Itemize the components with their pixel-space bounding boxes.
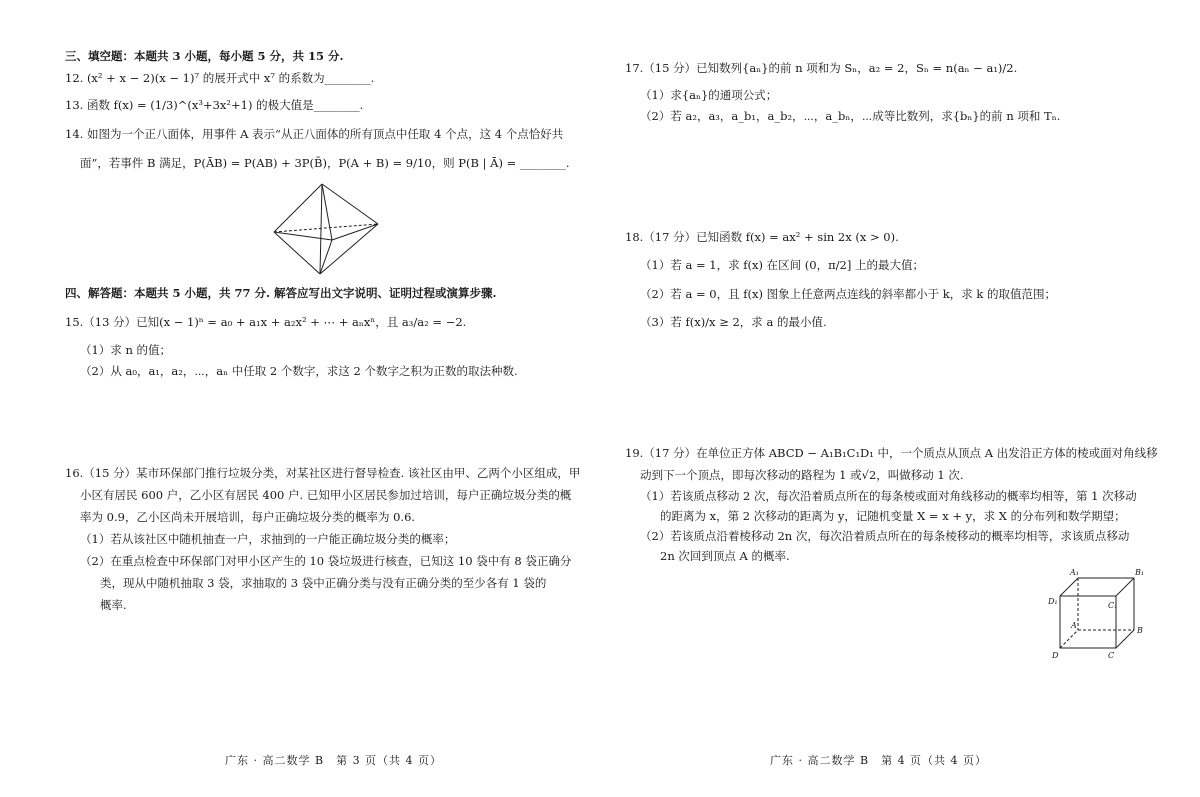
question-14-line2: 面”，若事件 B 满足，P(ĀB) = P(AB) + 3P(B̄)，P(A + B) = 9/10，则 P(B | Ā) = ________. [80, 156, 570, 170]
question-19-part1-line1: （1）若该质点移动 2 次，每次沿着质点所在的每条棱或面对角线移动的概率均相等，第 1 次移动 [640, 489, 1137, 503]
question-16-part2-line2: 类，现从中随机抽取 3 袋，求抽取的 3 袋中正确分类与没有正确分类的至少各有 1 袋的 [100, 576, 547, 590]
question-19-part2-line1: （2）若该质点沿着棱移动 2n 次，每次沿着质点所在的每条棱移动的概率均相等，求该质点移动 [640, 529, 1130, 543]
page-footer: 广东 · 高二数学 B 第 4 页（共 4 页） [770, 754, 988, 767]
question-15-part2: （2）从 a₀，a₁，a₂，⋯，aₙ 中任取 2 个数字，求这 2 个数字之积为正数的取法种数. [80, 364, 518, 378]
exam-page-4 [600, 0, 1200, 797]
question-18-part3: （3）若 f(x)/x ≥ 2，求 a 的最小值. [640, 315, 827, 329]
question-15: 15.（13 分）已知(x − 1)ⁿ = a₀ + a₁x + a₂x² + ⋯ + aₙxⁿ，且 a₃/a₂ = −2. [65, 315, 467, 329]
question-18-part2: （2）若 a = 0，且 f(x) 图象上任意两点连线的斜率都小于 k，求 k 的取值范围； [640, 287, 1057, 301]
question-17-part2: （2）若 a₂，a₃，a_b₁，a_b₂，⋯，a_bₙ，⋯成等比数列，求{bₙ}的前 n 项和 Tₙ. [640, 109, 1061, 123]
question-19-line1: 19.（17 分）在单位正方体 ABCD − A₁B₁C₁D₁ 中，一个质点从顶点 A 出发沿正方体的棱或面对角线移 [625, 446, 1158, 460]
section4-heading: 四、解答题：本题共 5 小题，共 77 分. 解答应写出文字说明、证明过程或演算步骤. [65, 286, 497, 300]
cube-figure [1040, 566, 1150, 666]
cube-label-c: C [1108, 651, 1115, 660]
question-14-line1: 14. 如图为一个正八面体，用事件 A 表示“从正八面体的所有顶点中任取 4 个点，这 4 个点恰好共 [65, 127, 564, 141]
cube-label-d: D [1052, 651, 1059, 660]
cube-label-a: A [1071, 621, 1077, 630]
octahedron-figure [270, 178, 390, 278]
question-18: 18.（17 分）已知函数 f(x) = ax² + sin 2x (x > 0). [625, 230, 899, 244]
cube-label-b1: B₁ [1135, 568, 1145, 577]
question-16-line1: 16.（15 分）某市环保部门推行垃圾分类，对某社区进行督导检查. 该社区由甲、乙两个小区组成，甲 [65, 466, 581, 480]
question-16-line3: 率为 0.9，乙小区尚未开展培训，每户正确垃圾分类的概率为 0.6. [80, 510, 416, 524]
question-19-part1-line2: 的距离为 x，第 2 次移动的距离为 y，记随机变量 X = x + y，求 X 的分布列和数学期望； [660, 509, 1126, 523]
question-17-part1: （1）求{aₙ}的通项公式； [640, 88, 778, 102]
question-17: 17.（15 分）已知数列{aₙ}的前 n 项和为 Sₙ，a₂ = 2，Sₙ = n(aₙ − a₁)/2. [625, 61, 1018, 75]
question-19-part2-line2: 2n 次回到顶点 A 的概率. [660, 549, 790, 563]
question-13: 13. 函数 f(x) = (1/3)^(x³+3x²+1) 的极大值是________. [65, 98, 364, 112]
cube-label-c1: C₁ [1108, 601, 1118, 610]
question-16-line2: 小区有居民 600 户，乙小区有居民 400 户. 已知甲小区居民参加过培训，每户正确垃圾分类的概 [80, 488, 572, 502]
section3-heading: 三、填空题：本题共 3 小题，每小题 5 分，共 15 分. [65, 49, 344, 63]
question-15-part1: （1）求 n 的值； [80, 343, 172, 357]
cube-label-d1: D₁ [1048, 597, 1058, 606]
question-19-line2: 动到下一个顶点，即每次移动的路程为 1 或√2，叫做移动 1 次. [640, 468, 964, 482]
question-18-part1: （1）若 a = 1，求 f(x) 在区间 (0，π/2] 上的最大值； [640, 258, 924, 272]
question-16-part1: （1）若从该社区中随机抽查一户，求抽到的一户能正确垃圾分类的概率； [80, 532, 456, 546]
page-footer: 广东 · 高二数学 B 第 3 页（共 4 页） [225, 754, 443, 767]
question-12: 12. (x² + x − 2)(x − 1)⁷ 的展开式中 x⁷ 的系数为________. [65, 71, 375, 85]
question-16-part2-line1: （2）在重点检查中环保部门对甲小区产生的 10 袋垃圾进行核查，已知这 10 袋中有 8 袋正确分 [80, 554, 572, 568]
cube-label-a1: A₁ [1070, 568, 1079, 577]
cube-label-b: B [1137, 626, 1143, 635]
question-16-part2-line3: 概率. [100, 598, 127, 612]
